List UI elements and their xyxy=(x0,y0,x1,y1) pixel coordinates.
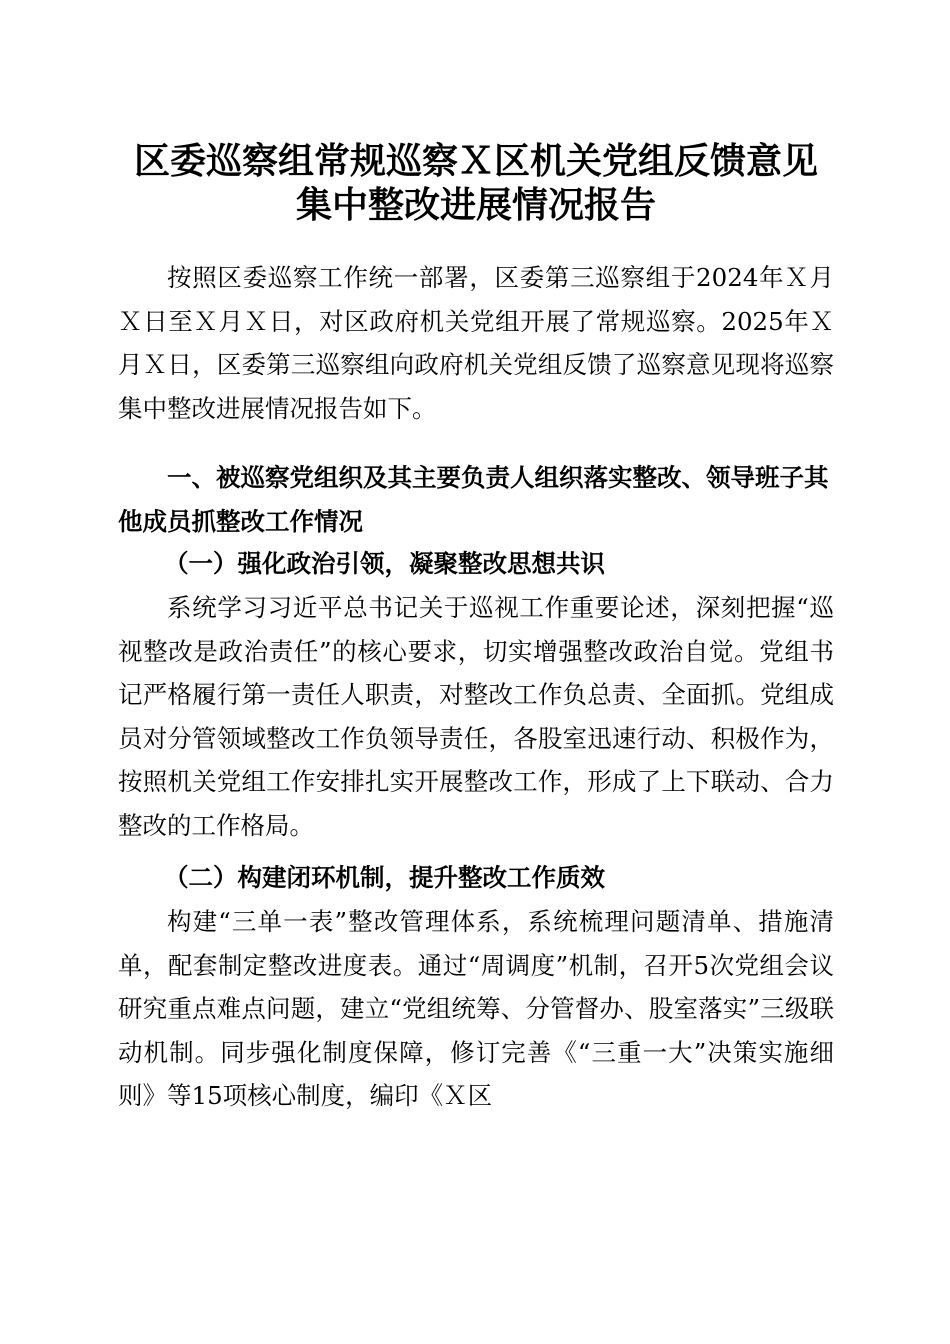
subsection2-paragraph: 构建“三单一表”整改管理体系，系统梳理问题清单、措施清单，配套制定整改进度表。通过“周调度”机制，召开5次党组会议研究重点难点问题，建立“党组统筹、分管督办、股室落实”三级联动机制。同步强化制度保障，修订完善《“三重一大”决策实施细则》等15项核心制度，编印《Ｘ区 xyxy=(118,907,834,1110)
document-title-line2: 集中整改进展情况报告 xyxy=(295,184,656,226)
document-title-line1: 区委巡察组常规巡察Ｘ区机关党组反馈意见 xyxy=(133,140,818,182)
subsection1-paragraph: 系统学习习近平总书记关于巡视工作重要论述，深刻把握“巡视整改是政治责任”的核心要求，切实增强整改政治自觉。党组书记严格履行第一责任人职责，对整改工作负总责、全面抓。党组成员对分管领域整改工作负领导责任，各股室迅速行动、积极作为，按照机关党组工作安排扎实开展整改工作，形成了上下联动、合力整改的工作格局。 xyxy=(118,593,834,840)
section1-heading: 一、被巡察党组织及其主要负责人组织落实整改、领导班子其他成员抓整改工作情况 xyxy=(118,463,829,536)
subsection2-heading: （二）构建闭环机制，提升整改工作质效 xyxy=(164,863,605,892)
subsection1-heading: （一）强化政治引领，凝聚整改思想共识 xyxy=(164,549,605,578)
intro-paragraph: 按照区委巡察工作统一部署，区委第三巡察组于2024年Ｘ月Ｘ日至Ｘ月Ｘ日，对区政府机关党组开展了常规巡察。2025年Ｘ月Ｘ日，区委第三巡察组向政府机关党组反馈了巡察意见现将巡察集中整改进展情况报告如下。 xyxy=(118,263,834,423)
